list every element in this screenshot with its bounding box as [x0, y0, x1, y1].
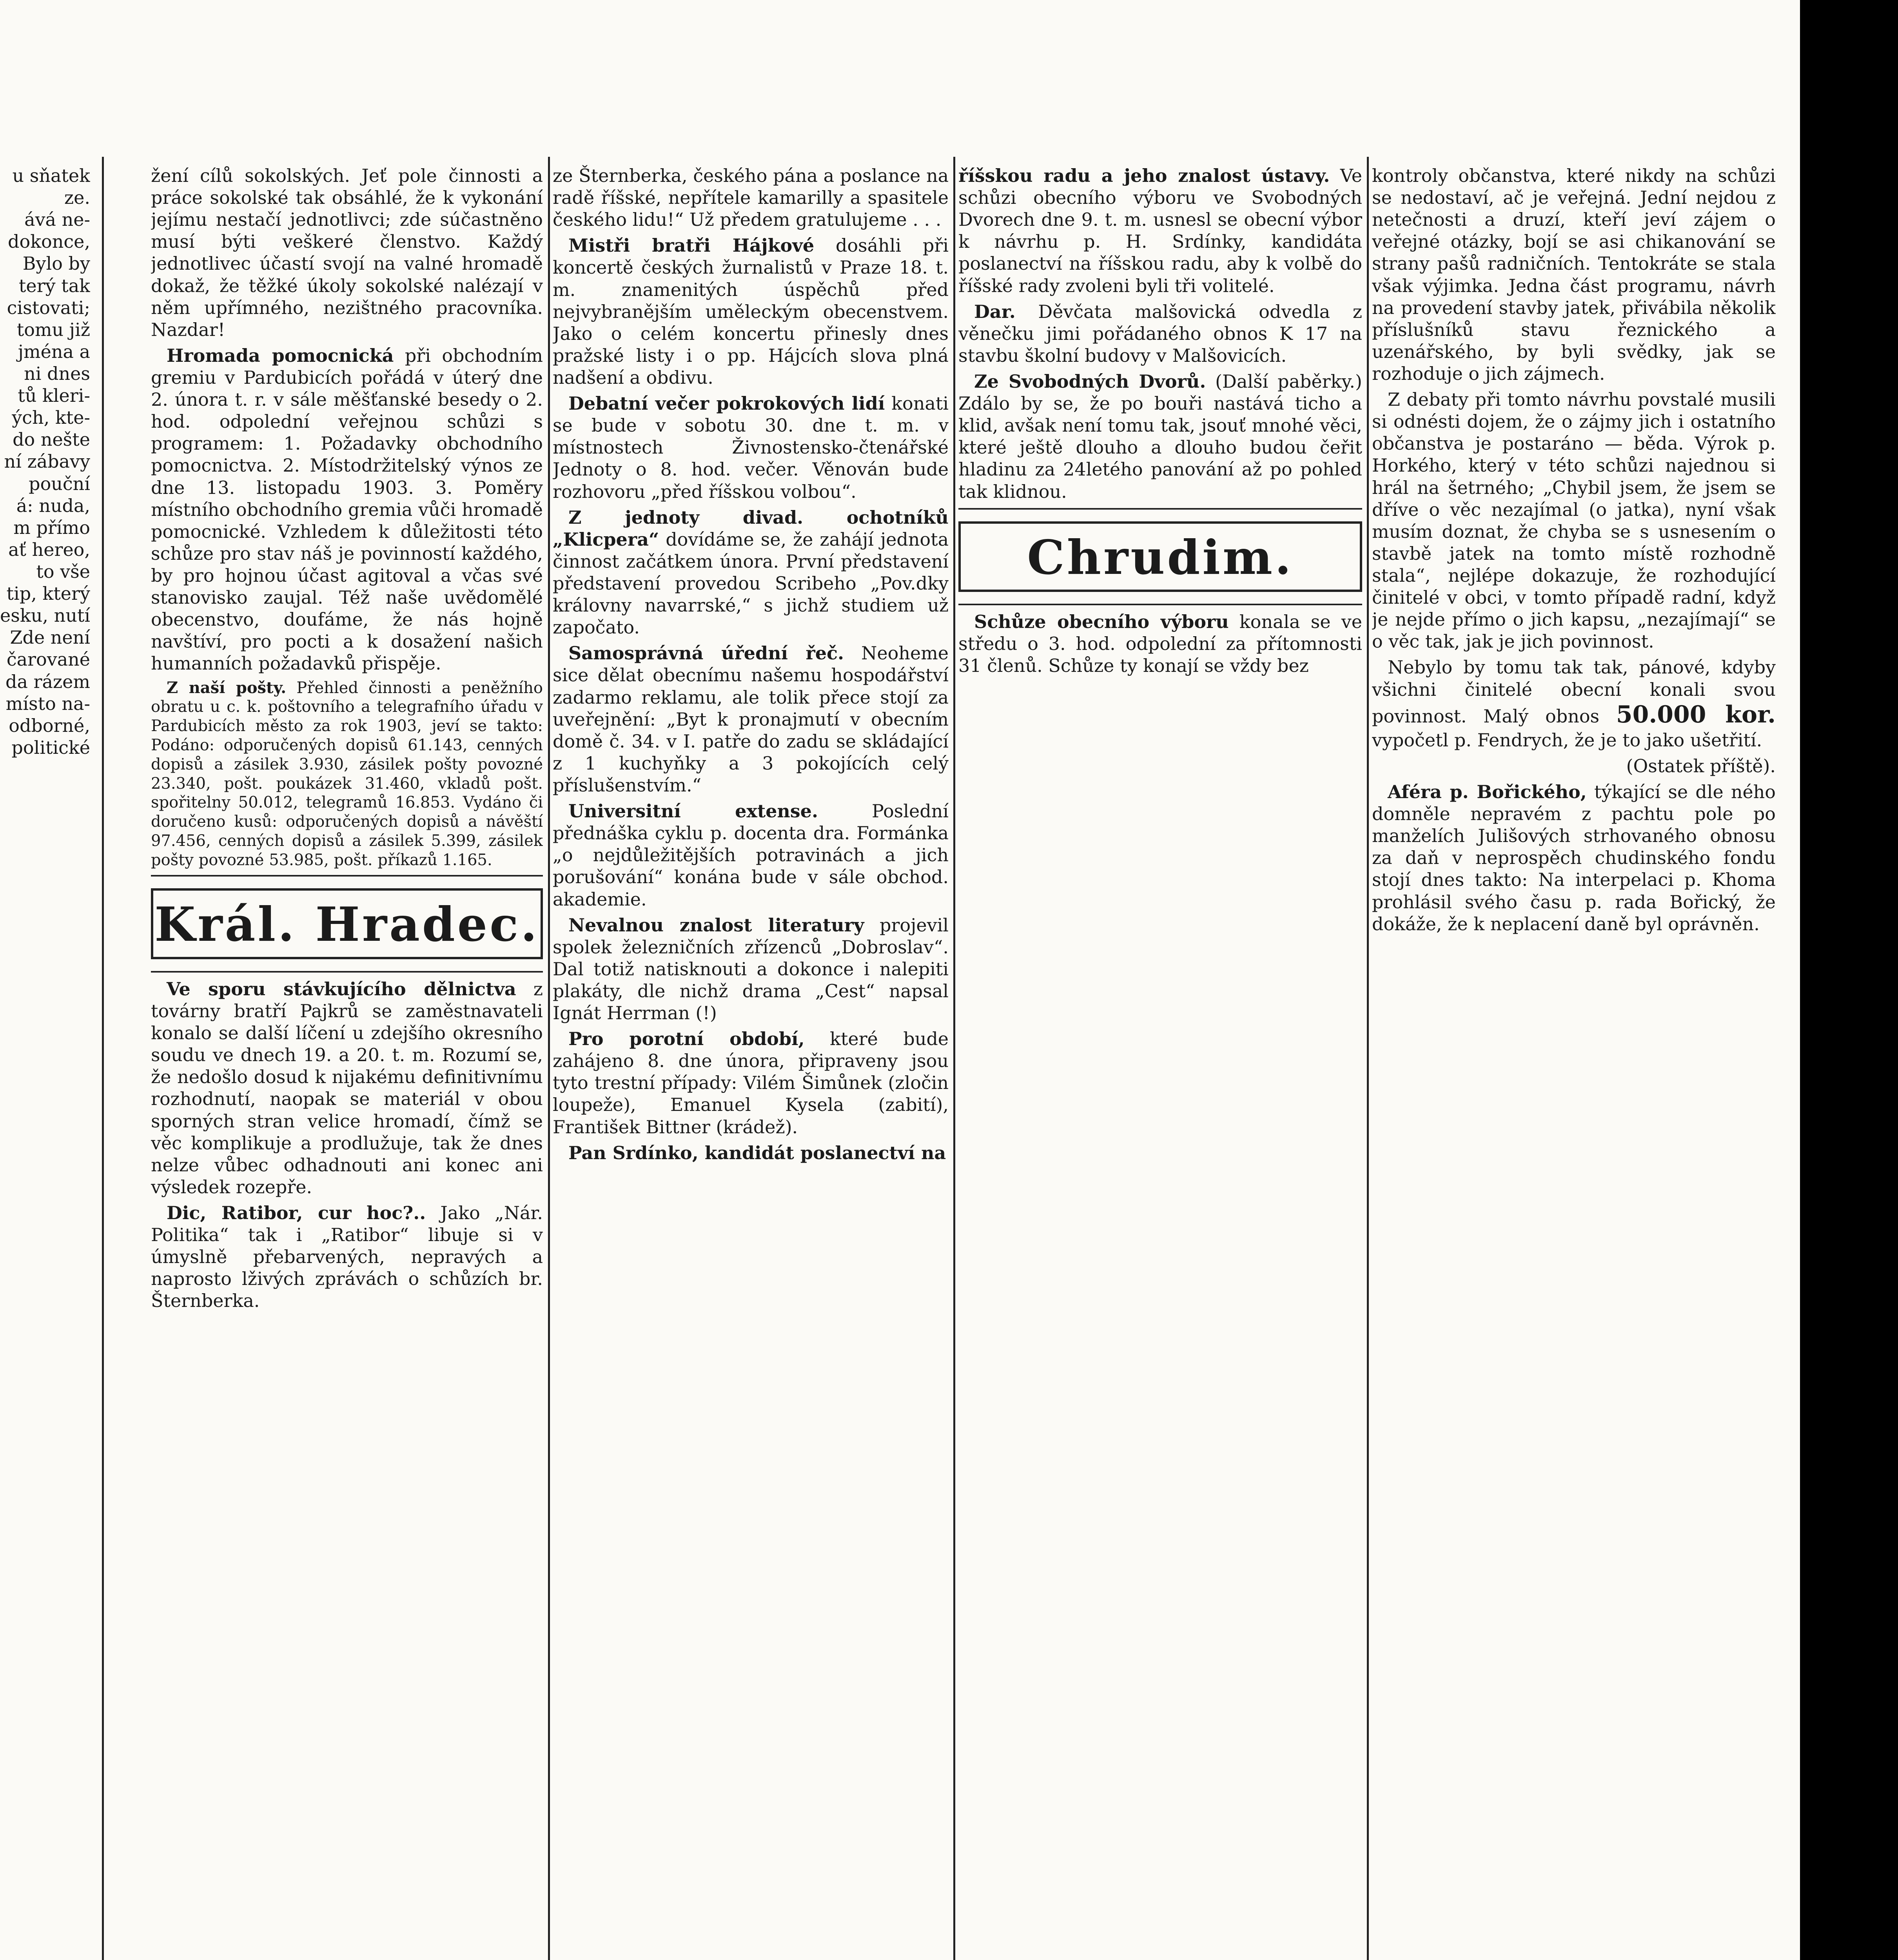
left-cut-line: ává ne- [24, 209, 90, 230]
continued-note: (Ostatek příště). [1626, 755, 1776, 777]
article-heading: Nevalnou znalost literatury [568, 914, 864, 936]
article-text: z továrny bratří Pajkrů se zaměstnavateli konalo se další líčení u zdejšího okresního soudu ve dnech 19. a 20. t. m. Rozumí se, že nedošlo dosud k nijakému definitivnímu rozhodnutí, naopak se materiál v obou sporných stran velice hromadí, čímž se věc komplikuje a prodlužuje, tak že dnes nelze vůbec odhadnouti ani konec ani výsledek rozepře. [151, 978, 543, 1198]
left-cut-line: tip, který [6, 583, 90, 604]
article [553, 914, 949, 1024]
article-heading: Hromada pomocnická [167, 345, 394, 366]
article [958, 165, 1362, 297]
article-text: Z debaty při tomto návrhu povstalé musili si odnésti dojem, že o zájmy jich i ostatního občanstva je postaráno — běda. Výrok p. Horkého, který v této schůzi najednou si hrál na šetrného; „Chybil jsem, že jsem se dříve o věc nezajímal (o jatka), nyní však musím doznat, že chyba se s usnesením o stavbě jatek na tomto místě rozhodně stala“, nejlépe dokazuje, že rozhodující činitelé v obci, v tomto případě radní, když je nejde přímo o jich kapsu, „nezajímají“ se o věc tak, jak je jich povinnost. [1372, 389, 1776, 652]
article [151, 978, 543, 1198]
article [151, 345, 543, 675]
column-rule [102, 157, 104, 1960]
article [958, 370, 1362, 503]
article-text: Přehled činnosti a peněžního obratu u c. k. poštovního a telegrafního úřadu v Pardubicích město za rok 1903, jeví se takto: Podáno: odporučených dopisů 61.143, cenných dopisů a zásilek 3.930, zásilek pošty povozné 23.340, pošt. poukázek 31.460, vkladů pošt. spořitelny 50.012, telegramů 16.853. Vydáno či doručeno kusů: odporučených dopisů a návěští 97.456, cenných dopisů a zásilek 5.399, zásilek pošty povozné 53.985, pošt. příkazů 1.165. [151, 679, 543, 869]
article-text: ze Šternberka, českého pána a poslance na radě říšské, nepřítele kamarilly a spasitele českého lidu!“ Už předem gratulujeme . . . [553, 165, 949, 230]
article-text: projevil spolek železničních zřízenců „Dobroslav“. Dal totiž natisknouti a dokonce i nalepiti plakáty, dle nichž drama „Cest“ napsal Ignát Herrman (!) [553, 914, 949, 1024]
article-text: které bude zahájeno 8. dne února, připraveny jsou tyto trestní případy: Vilém Šimůnek (zločin loupeže), Emanuel Kysela (zabití), František Bittner (krádež). [553, 1028, 949, 1138]
left-cut-line: dokonce, [8, 231, 90, 252]
column-1 [151, 165, 543, 1960]
left-cut-line: pouční [29, 473, 90, 494]
article [958, 301, 1362, 367]
left-cut-line: da rázem [5, 671, 90, 692]
article [151, 1202, 543, 1312]
left-cut-line: Bylo by [22, 253, 90, 274]
left-cut-line: u sňatek [12, 165, 90, 186]
left-cut-line: tů kleri- [18, 385, 90, 407]
article-text: Jako „Nár. Politika“ tak i „Ratibor“ libuje si v úmyslně přebarvených, nepravých a naprosto lživých zprávách o schůzích br. Šternberka. [151, 1202, 543, 1312]
article-heading: Schůze obecního výboru [974, 611, 1229, 633]
section-divider [958, 508, 1362, 510]
article-heading: Z naší pošty. [167, 678, 287, 697]
article-text: dovídáme se, že zahájí jednota činnost začátkem února. První představení představení provedou Scribeho „Pov.dky královny navarrské,“ s jichž studiem už započato. [553, 528, 949, 638]
left-cut-lines [0, 165, 90, 759]
article-heading: říšskou radu a jeho znalost ústavy. [958, 165, 1330, 186]
article-heading: Aféra p. Bořického, [1388, 781, 1587, 803]
column-2 [553, 165, 949, 1960]
left-cut-line: jména a [18, 341, 90, 362]
left-cut-line: ní zábavy [4, 451, 90, 472]
article-text: Ve schůzi obecního výboru ve Svobodných Dvorech dne 9. t. m. usnesl se obecní výbor k návrhu p. H. Srdínky, kandidáta poslanectví na říšskou radu, aby k volbě do říšské rady zvoleni byli tři volitelé. [958, 165, 1362, 296]
column-4 [1372, 165, 1776, 1960]
article-text: žení cílů sokolských. Jeť pole činnosti a práce sokolské tak obsáhlé, že k vykonání jejímu nestačí jednotlivci; zde súčastněno musí býti veškeré členstvo. Každý jednotlivec účastí svojí na valné hromadě dokaž, že těžké úkoly sokolské nalézají v něm upřímného, nezištného pracovníka. Nazdar! [151, 165, 543, 340]
money-amount: 50.000 kor. [1616, 701, 1776, 728]
left-cut-line: esku, nutí [0, 605, 90, 626]
article [553, 1142, 949, 1164]
article-text: Děvčata malšovická odvedla z věnečku jimi pořádaného obnos K 17 na stavbu školní budovy v Malšovicích. [958, 301, 1362, 366]
left-cut-line: ých, kte- [12, 407, 90, 428]
article-heading: Pan Srdínko, kandidát poslanectví na [568, 1142, 946, 1163]
left-cut-line: ni dnes [24, 363, 90, 384]
section-title: Král. Hradec. [151, 888, 543, 959]
article-text: týkající se dle ného domněle nepravém z pachtu pole po manželích Julišových strhovaného obnosu za daň v neprospěch chudinského fondu stojí dnes takto: Na interpelaci p. Khoma prohlásil svého času p. rada Bořický, že dokáže, že k neplacení daně byl oprávněn. [1372, 781, 1776, 935]
article [553, 642, 949, 796]
article [553, 800, 949, 910]
article [553, 1028, 949, 1138]
article-heading: Dic, Ratibor, cur hoc?.. [167, 1202, 426, 1223]
article-text: konati se bude v sobotu 30. dne t. m. v místnostech Živnostensko-čtenářské Jednoty o 8. hod. večer. Věnován bude rozhovoru „před říšskou volbou“. [553, 393, 949, 502]
article [553, 392, 949, 503]
article-heading: Debatní večer pokrokových lidí [568, 393, 885, 414]
article-text: vypočetl p. Fendrych, že je to jako ušetřití. [1372, 729, 1762, 751]
article-heading: Dar. [974, 301, 1016, 322]
article [1372, 656, 1776, 751]
section-title: Chrudim. [958, 521, 1362, 592]
left-cut-line: čarované [6, 649, 90, 670]
article [553, 506, 949, 639]
left-cut-line: ať hereo, [8, 539, 90, 560]
article-text: Neoheme sice dělat obecnímu našemu hospodářství zadarmo reklamu, ale tolik přece stojí za uveřejnění: „Byt k pronajmutí v obecním domě č. 34. v I. patře do zadu se skládající z 1 kuchyňky a 3 pokojících celý příslušenstvím.“ [553, 642, 949, 796]
left-cut-line: to vše [36, 561, 90, 582]
article-heading: Z jednoty divad. ochotníků „Klicpera“ [553, 506, 949, 550]
article-heading: Universitní extense. [568, 800, 818, 822]
article-text: konala se ve středu o 3. hod. odpolední za přítomnosti 31 členů. Schůze ty konají se vždy bez [958, 611, 1362, 677]
article [553, 234, 949, 388]
article [151, 679, 543, 870]
article-heading: Pro porotní období, [568, 1028, 805, 1050]
article-heading: Ve sporu stávkujícího dělnictva [167, 978, 516, 1000]
article-heading: Mistři bratři Hájkové [568, 235, 815, 256]
left-cut-line: politické [11, 737, 90, 758]
article-text: kontroly občanstva, které nikdy na schůzi se nedostaví, ač je veřejná. Jední nejdou z netečnosti a druzí, kteří jeví zájem o veřejné otázky, bojí se asi chikanování se strany pašů radničních. Tentokráte se stala však výjimka. Jedna část programu, návrh na provedení stavby jatek, přivábila několik příslušníků stavu řeznického a uzenářského, by byli svědky, jak se rozhoduje o jich zájmech. [1372, 165, 1776, 384]
section-divider [151, 875, 543, 877]
left-cut-line: terý tak [18, 275, 90, 296]
left-cut-line: odborné, [9, 715, 90, 736]
column-3 [958, 165, 1362, 1960]
section-divider [151, 971, 543, 973]
article-heading: Ze Svobodných Dvorů. [974, 370, 1206, 392]
column-rule [548, 157, 550, 1960]
article-text: (Další paběrky.) Zdálo by se, že po bouři nastává ticho a klid, avšak není tomu tak, jsouť mnohé věci, které ještě dlouho a dlouho budou čeřit hladinu za 24letého panování až po pohled tak klidnou. [958, 370, 1362, 502]
article-text: při obchodním gremiu v Pardubicích pořádá v úterý dne 2. února t. r. v sále měšťanské besedy o 2. hod. odpolední veřejnou schůzi s programem: 1. Požadavky obchodního pomocnictva. 2. Místodržitelský výnos ze dne 13. listopadu 1903. 3. Poměry místního obchodního gremia vůči hromadě pomocnické. Vzhledem k důležitosti této schůze pro stav náš je povinností každého, by pro hojnou účast agitoval a včas své stanovisko zaujal. Též naše uvědomělé obecenstvo, doufáme, že nás hojně navštíví, pro pocti a k dosažení našich humanních požadavků přispěje. [151, 345, 543, 674]
article-text: dosáhli při koncertě českých žurnalistů v Praze 18. t. m. znamenitých úspěchů před nejvybranějším uměleckým obecenstvem. Jako o celém koncertu přinesly dnes pražské listy i o pp. Hájcích slova plná nadšení a obdivu. [553, 235, 949, 388]
left-cut-line: místo na- [5, 693, 90, 714]
left-cut-line: ze. [64, 187, 90, 209]
left-cut-column [0, 165, 90, 1960]
left-cut-line: tomu již [16, 319, 90, 340]
article-heading: Samosprávná úřední řeč. [568, 642, 844, 664]
left-cut-line: á: nuda, [16, 495, 90, 516]
column-rule [1367, 157, 1369, 1960]
article [1372, 781, 1776, 935]
column-rule [953, 157, 955, 1960]
left-cut-line: Zde není [10, 627, 90, 648]
scan-edge [1800, 0, 1898, 1960]
section-divider [958, 604, 1362, 605]
article [958, 611, 1362, 677]
left-cut-line: do nešte [13, 429, 90, 450]
left-cut-line: cistovati; [7, 297, 90, 318]
article-text: Nebylo by tomu tak tak, pánové, kdyby všichni činitelé obecní konali svou povinnost. Malý obnos [1372, 657, 1776, 727]
left-cut-line: m přímo [13, 517, 90, 538]
article-text: Poslední přednáška cyklu p. docenta dra. Formánka „o nejdůležitějších potravinách a jich porušování“ konána bude v sále obchod. akademie. [553, 800, 949, 910]
